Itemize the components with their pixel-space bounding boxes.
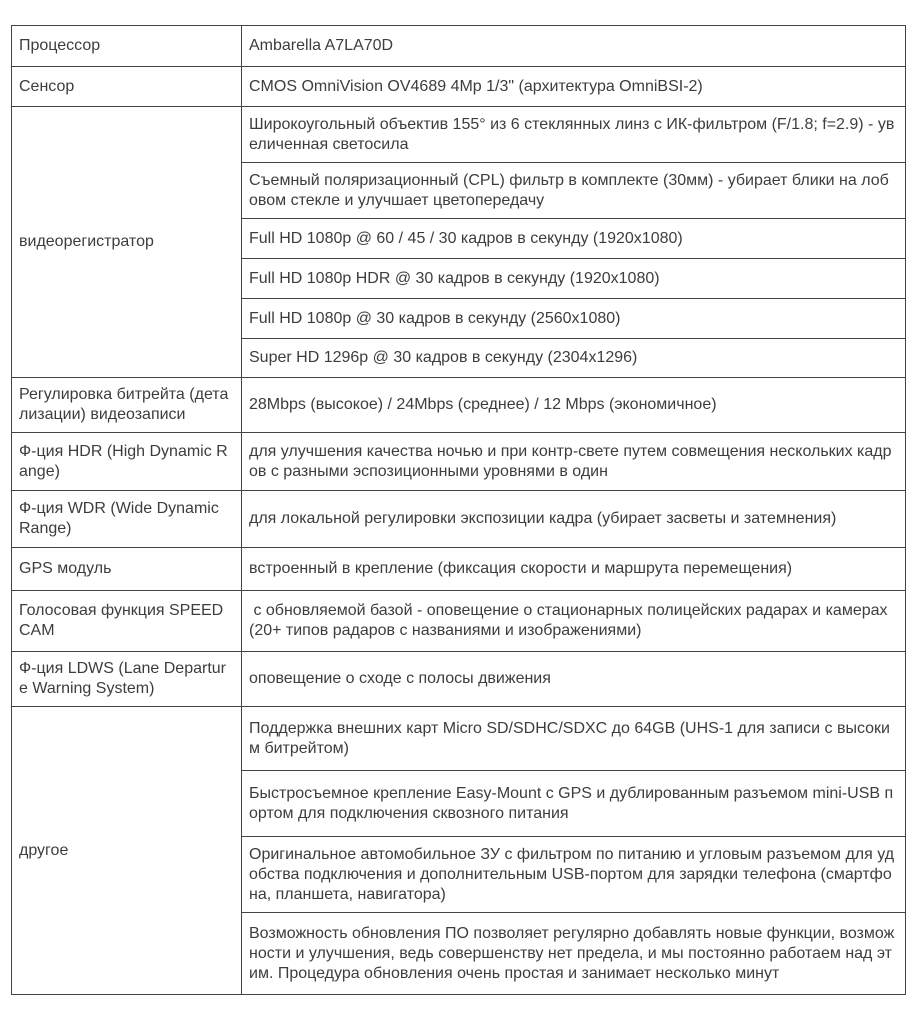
label-wdr: Ф-ция WDR (Wide Dynamic Range)	[12, 491, 242, 548]
value-ldws: оповещение о сходе с полосы движения	[242, 652, 906, 707]
value-gps: встроенный в крепление (фиксация скорости и маршрута перемещения)	[242, 548, 906, 591]
value-other-sd-cards: Поддержка внешних карт Micro SD/SDHC/SDXC до 64GB (UHS-1 для записи с высоким битрейтом)	[242, 707, 906, 771]
value-wdr: для локальной регулировки экспозиции кадра (убирает засветы и затемнения)	[242, 491, 906, 548]
value-bitrate: 28Mbps (высокое) / 24Mbps (среднее) / 12 Mbps (экономичное)	[242, 378, 906, 433]
value-other-charger: Оригинальное автомобильное ЗУ с фильтром по питанию и угловым разъемом для удобства подключения и дополнительным USB-портом для зарядки телефона (смартфона, планшета, навигатора)	[242, 837, 906, 913]
label-processor: Процессор	[12, 26, 242, 67]
value-sensor: CMOS OmniVision OV4689 4Mp 1/3" (архитектура OmniBSI-2)	[242, 67, 906, 107]
label-bitrate: Регулировка битрейта (детализации) видеозаписи	[12, 378, 242, 433]
value-processor: Ambarella A7LA70D	[242, 26, 906, 67]
table-row	[12, 491, 906, 548]
table-row	[12, 107, 906, 163]
table-row	[12, 707, 906, 771]
label-ldws: Ф-ция LDWS (Lane Departure Warning System)	[12, 652, 242, 707]
table-row	[12, 433, 906, 491]
label-sensor: Сенсор	[12, 67, 242, 107]
value-other-firmware: Возможность обновления ПО позволяет регулярно добавлять новые функции, возможности и улучшения, ведь совершенству нет предела, и мы постоянно работаем над этим. Процедура обновления очень простая и занимает несколько минут	[242, 913, 906, 995]
value-dvr-cpl-filter: Съемный поляризационный (CPL) фильтр в комплекте (30мм) - убирает блики на лобовом стекле и улучшает цветопередачу	[242, 163, 906, 219]
value-other-mount: Быстросъемное крепление Easy-Mount с GPS и дублированным разъемом mini-USB портом для подключения сквозного питания	[242, 771, 906, 837]
label-gps: GPS модуль	[12, 548, 242, 591]
value-dvr-1080p-hdr: Full HD 1080p HDR @ 30 кадров в секунду (1920x1080)	[242, 259, 906, 299]
label-other: другое	[12, 707, 242, 995]
table-row	[12, 652, 906, 707]
value-speedcam: с обновляемой базой - оповещение о стационарных полицейских радарах и камерах (20+ типов радаров с названиями и изображениями)	[242, 591, 906, 652]
value-dvr-1080p-2560: Full HD 1080p @ 30 кадров в секунду (2560x1080)	[242, 299, 906, 339]
label-hdr: Ф-ция HDR (High Dynamic Range)	[12, 433, 242, 491]
spec-table	[11, 25, 906, 995]
value-hdr: для улучшения качества ночью и при контр-свете путем совмещения нескольких кадров с разными эспозиционными уровнями в один	[242, 433, 906, 491]
table-row	[12, 67, 906, 107]
table-row	[12, 591, 906, 652]
value-dvr-1296p: Super HD 1296p @ 30 кадров в секунду (2304x1296)	[242, 339, 906, 378]
label-speedcam: Голосовая функция SPEEDCAM	[12, 591, 242, 652]
value-dvr-lens: Широкоугольный объектив 155° из 6 стеклянных линз с ИК-фильтром (F/1.8; f=2.9) - увеличенная светосила	[242, 107, 906, 163]
table-row	[12, 378, 906, 433]
value-dvr-1080p60: Full HD 1080p @ 60 / 45 / 30 кадров в секунду (1920x1080)	[242, 219, 906, 259]
table-row	[12, 548, 906, 591]
label-dvr: видеорегистратор	[12, 107, 242, 378]
table-row	[12, 26, 906, 67]
